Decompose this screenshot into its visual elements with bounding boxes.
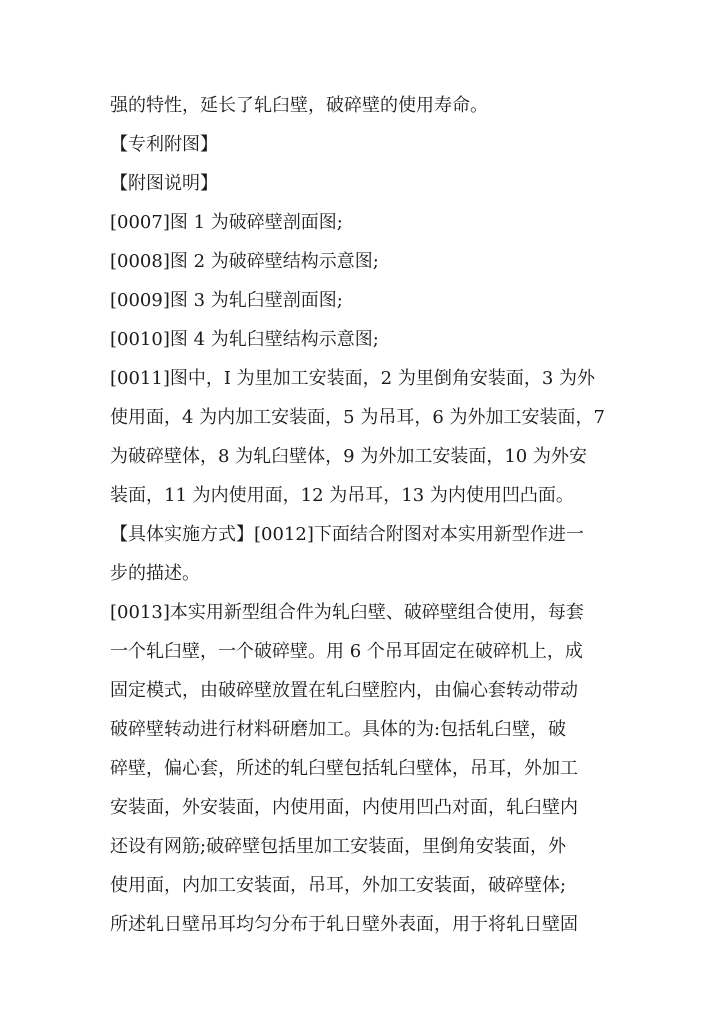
paragraph-0011: [0011]图中，I 为里加工安装面，2 为里倒角安装面，3 为外 (110, 368, 596, 389)
text-line: 使用面，4 为内加工安装面，5 为吊耳，6 为外加工安装面，7 (110, 407, 605, 428)
section-heading-figure-description: 【附图说明】 (110, 173, 218, 194)
text-line: 所述轧日壁吊耳均匀分布于轧日壁外表面，用于将轧日壁固 (110, 914, 578, 935)
patent-text-body (110, 86, 630, 944)
text-line: 装面，11 为内使用面，12 为吊耳，13 为内使用凹凸面。 (110, 485, 574, 506)
text-line: 碎壁，偏心套，所述的轧臼壁包括轧臼壁体，吊耳，外加工 (110, 758, 578, 779)
text-line: 步的描述。 (110, 563, 200, 584)
section-heading-patent-figures: 【专利附图】 (110, 134, 218, 155)
paragraph-0009: [0009]图 3 为轧臼壁剖面图; (110, 290, 343, 311)
paragraph-0010: [0010]图 4 为轧臼壁结构示意图; (110, 329, 379, 350)
text-line: 还设有网筋;破碎壁包括里加工安装面，里倒角安装面，外 (110, 836, 567, 857)
paragraph-0008: [0008]图 2 为破碎壁结构示意图; (110, 251, 379, 272)
paragraph-0007: [0007]图 1 为破碎壁剖面图; (110, 212, 343, 233)
section-heading-embodiment: 【具体实施方式】[0012]下面结合附图对本实用新型作进一 (110, 524, 584, 545)
text-line: 固定模式，由破碎壁放置在轧臼壁腔内，由偏心套转动带动 (110, 680, 578, 701)
text-line: 一个轧臼壁，一个破碎壁。用 6 个吊耳固定在破碎机上，成 (110, 641, 583, 662)
text-line: 破碎壁转动进行材料研磨加工。具体的为:包括轧臼壁，破 (110, 719, 567, 740)
text-line: 为破碎壁体，8 为轧臼壁体，9 为外加工安装面，10 为外安 (110, 446, 587, 467)
paragraph-0013: [0013]本实用新型组合件为轧臼壁、破碎壁组合使用，每套 (110, 602, 584, 623)
text-line: 使用面，内加工安装面，吊耳，外加工安装面，破碎壁体; (110, 875, 567, 896)
text-line: 强的特性，延长了轧臼壁，破碎壁的使用寿命。 (110, 95, 488, 116)
text-line: 安装面，外安装面，内使用面，内使用凹凸对面，轧臼壁内 (110, 797, 578, 818)
